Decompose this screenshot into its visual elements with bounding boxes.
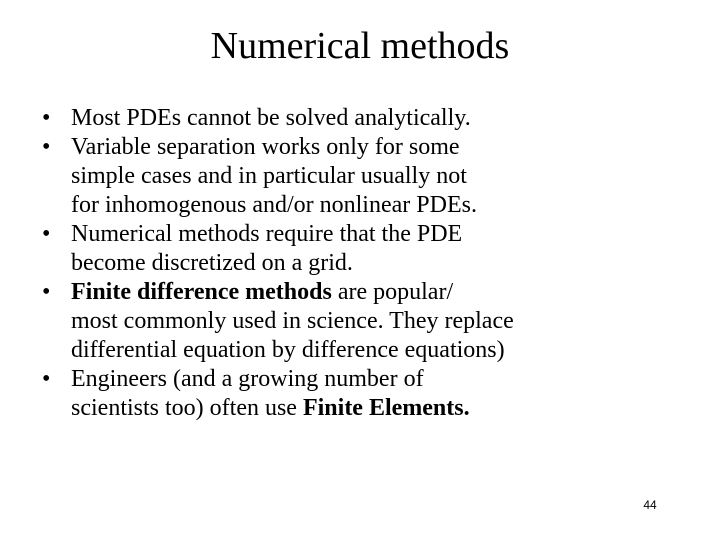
- bullet-text: [71, 278, 682, 307]
- bullet-icon: •: [42, 366, 51, 392]
- bullet-text: [71, 394, 682, 423]
- bullet-text: differential equation by difference equations): [71, 337, 505, 363]
- bold-term-finite-difference: Finite difference methods: [71, 279, 332, 305]
- bullet-icon: •: [42, 134, 51, 160]
- bullet-text-lead: scientists too) often use: [71, 395, 303, 421]
- bullet-text: most commonly used in science. They replace: [71, 308, 514, 334]
- bullet-icon: •: [42, 105, 51, 131]
- slide-title: Numerical methods: [210, 25, 510, 67]
- bullet-item-variable-separation: [42, 133, 682, 220]
- bullet-text-rest: are popular/: [331, 279, 454, 305]
- bullet-list: [42, 104, 682, 423]
- bullet-text: Engineers (and a growing number of: [71, 366, 424, 392]
- page-number: 44: [643, 498, 657, 512]
- bold-term-finite-elements: Finite Elements.: [302, 395, 470, 421]
- bullet-text: become discretized on a grid.: [71, 250, 353, 276]
- bullet-item-finite-difference: [42, 278, 682, 365]
- bullet-icon: •: [42, 279, 51, 305]
- bullet-text: Numerical methods require that the PDE: [71, 221, 463, 247]
- bullet-item-discretization: [42, 220, 682, 278]
- bullet-icon: •: [42, 221, 51, 247]
- bullet-item-analytical: [42, 104, 682, 133]
- bullet-text: simple cases and in particular usually not: [71, 163, 467, 189]
- bullet-text: for inhomogenous and/or nonlinear PDEs.: [71, 192, 477, 218]
- bullet-text: Most PDEs cannot be solved analytically.: [71, 105, 471, 131]
- bullet-item-finite-elements: [42, 365, 682, 423]
- bullet-text: Variable separation works only for some: [71, 134, 460, 160]
